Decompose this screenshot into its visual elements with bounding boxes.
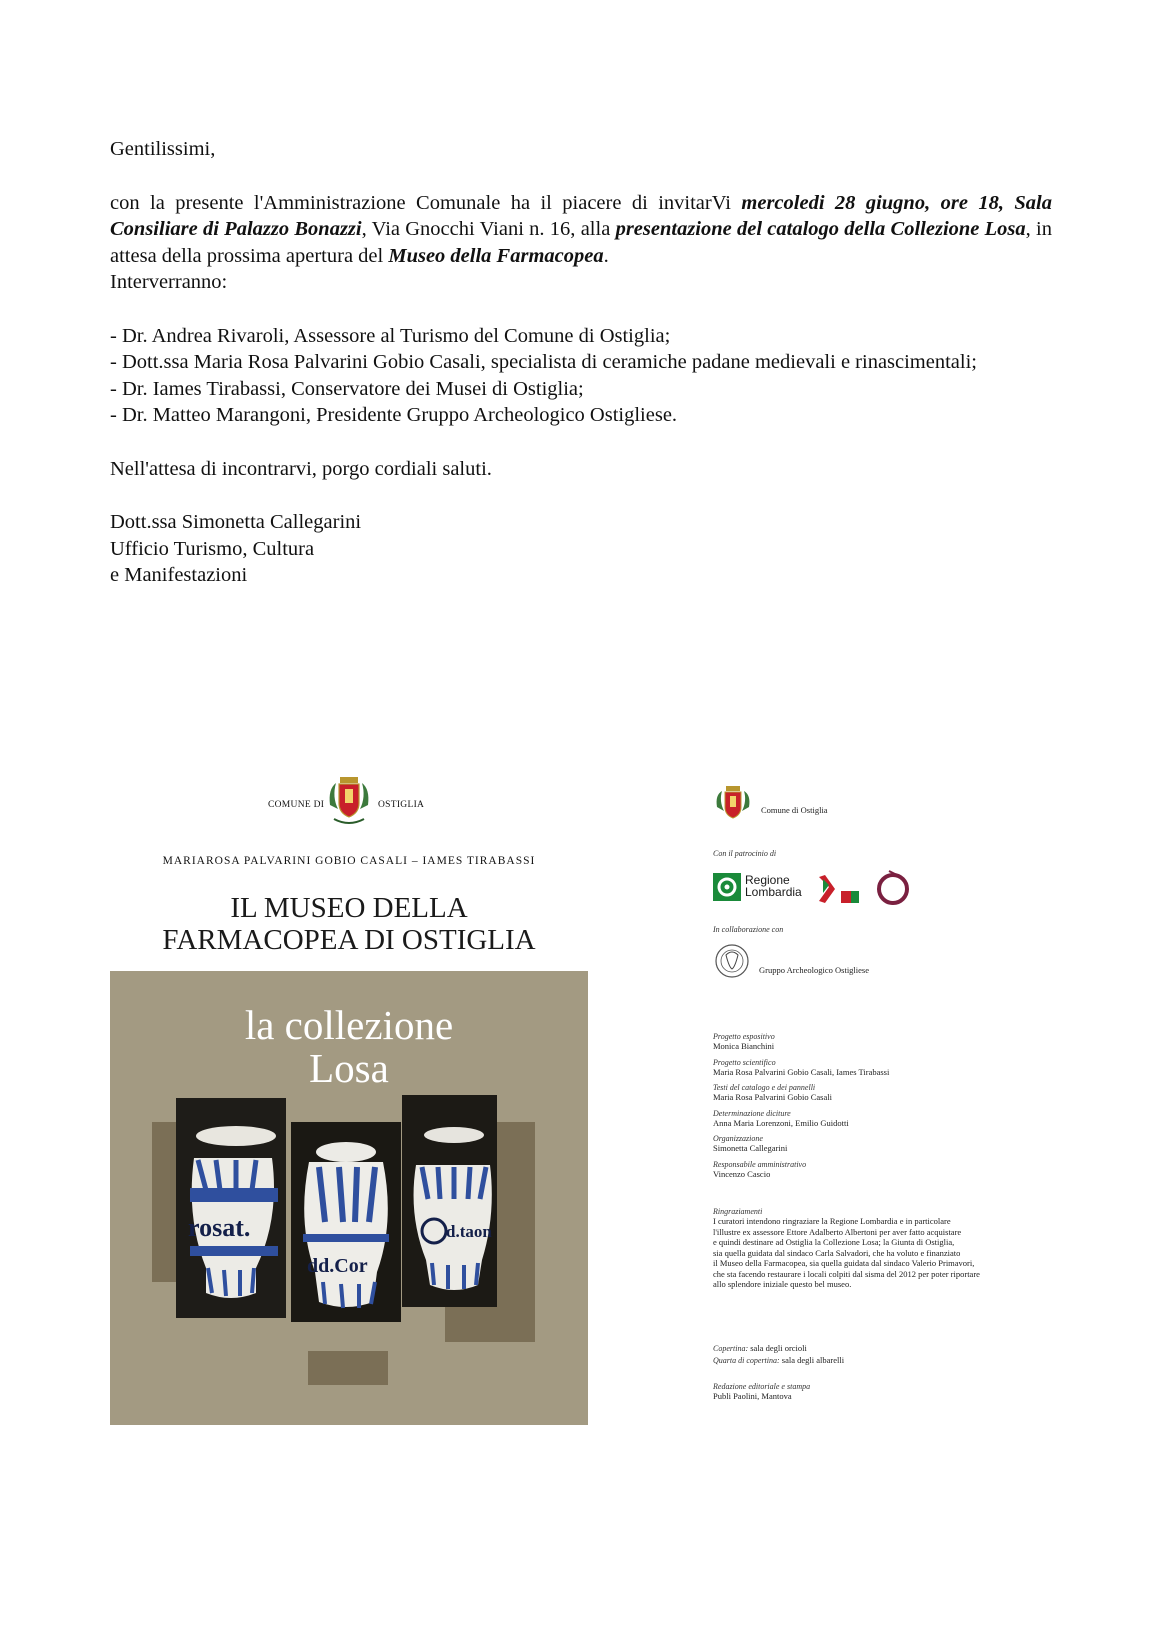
credit-item — [713, 1109, 1053, 1129]
copertina-value: sala degli orcioli — [750, 1343, 807, 1353]
catalog-cover — [110, 770, 588, 1425]
jar-photo-left — [176, 1098, 286, 1318]
credit-name: Maria Rosa Palvarini Gobio Casali — [713, 1092, 832, 1102]
comune-header — [110, 770, 588, 830]
printing-credit — [713, 1382, 1053, 1402]
acknowledgements-line: e quindi destinare ad Ostiglia la Collezione Losa; la Giunta di Ostiglia, — [713, 1237, 955, 1247]
comune-label-left: COMUNE DI — [268, 800, 325, 810]
invitation-letter — [110, 136, 1052, 589]
credit-role: Progetto scientifico — [713, 1057, 776, 1067]
acknowledgements-line: allo splendore iniziale questo bel museo. — [713, 1279, 852, 1289]
speaker-item: - Dr. Iames Tirabassi, Conservatore dei Musei di Ostiglia; — [110, 377, 584, 400]
catalog-authors: MARIAROSA PALVARINI GOBIO CASALI – IAMES TIRABASSI — [162, 855, 536, 867]
acknowledgements-line: sia quella guidata dal sindaco Carla Salvadori, che ha voluto e finanziato — [713, 1247, 961, 1258]
jar-photo-center — [291, 1122, 401, 1322]
acknowledgements — [713, 1207, 1053, 1290]
lombardia-rose-icon — [713, 873, 741, 901]
credit-name: Monica Bianchini — [713, 1041, 775, 1051]
credit-name: Anna Maria Lorenzoni, Emilio Guidotti — [713, 1117, 849, 1128]
quarta-label: Quarta di copertina: — [713, 1355, 780, 1365]
credit-role: Testi del catalogo e dei pannelli — [713, 1083, 816, 1092]
credit-role: Organizzazione — [713, 1134, 763, 1143]
regione-lombardia-logo — [713, 871, 803, 905]
catalog-title-line1: IL MUSEO DELLA — [230, 892, 468, 924]
credit-role: Determinazione diciture — [713, 1108, 791, 1118]
quarta-note — [713, 1355, 1053, 1367]
ostiglia-crest-icon — [713, 785, 753, 825]
invitation-text-1: con la presente l'Amministrazione Comunale ha il piacere di invitarVi — [110, 191, 742, 214]
signature-office-2: e Manifestazioni — [110, 564, 248, 586]
catalog-subtitle-line1: la collezione — [244, 1002, 454, 1048]
closing: Nell'attesa di incontrarvi, porgo cordiali saluti. — [110, 457, 492, 480]
regione-line2: Lombardia — [745, 885, 802, 899]
provincia-mantova-logo-icon — [815, 869, 861, 907]
credit-item — [713, 1058, 1053, 1078]
speakers-intro: Interverranno: — [110, 271, 228, 293]
collaborazione-label: In collaborazione con — [713, 925, 784, 934]
museum-name: Museo della Farmacopea — [388, 244, 604, 267]
speaker-item: - Dr. Matteo Marangoni, Presidente Gruppo Archeologico Ostigliese. — [110, 404, 678, 426]
invitation-text-4: . — [603, 244, 609, 267]
credit-role: Responsabile amministrativo — [713, 1159, 807, 1169]
redazione-label: Redazione editoriale e stampa — [713, 1382, 811, 1391]
credit-item — [713, 1134, 1053, 1154]
jar-label-text: rosat. — [188, 1213, 251, 1242]
credits-list — [713, 1032, 1053, 1185]
oltrepo-mantovano-logo-icon — [875, 867, 915, 909]
catalog-title-line2: FARMACOPEA DI OSTIGLIA — [162, 924, 536, 956]
credit-item — [713, 1032, 1053, 1052]
gruppo-archeologico-name: Gruppo Archeologico Ostigliese — [759, 965, 870, 975]
credit-item — [713, 1160, 1053, 1180]
speaker-item: - Dott.ssa Maria Rosa Palvarini Gobio Casali, specialista di ceramiche padane medievali e rinascimentali; — [110, 351, 977, 373]
credit-item — [713, 1083, 1053, 1103]
invitation-paragraph — [110, 190, 1052, 270]
speaker-item: - Dr. Andrea Rivaroli, Assessore al Turismo del Comune di Ostiglia; — [110, 324, 671, 347]
photo-shadow — [308, 1351, 388, 1385]
event-title: presentazione del catalogo della Collezione Losa — [615, 218, 1026, 240]
copertina-label: Copertina: — [713, 1344, 749, 1353]
gruppo-archeologico-seal-icon — [713, 941, 751, 981]
acknowledgements-title: Ringraziamenti — [713, 1207, 763, 1216]
majolica-jar-icon — [176, 1098, 286, 1318]
cover-notes — [713, 1343, 1053, 1366]
catalog-subtitle-line2: Losa — [309, 1045, 389, 1091]
credit-name: Maria Rosa Palvarini Gobio Casali, Iames Tirabassi — [713, 1066, 890, 1077]
cover-panel — [110, 971, 588, 1425]
acknowledgements-line: l'illustre ex assessore Ettore Adalberto Albertoni per aver fatto acquistare — [713, 1226, 962, 1237]
majolica-jar-icon — [402, 1095, 497, 1307]
majolica-jar-icon — [291, 1122, 401, 1322]
acknowledgements-line: I curatori intendono ringraziare la Regione Lombardia e in particolare — [713, 1216, 951, 1226]
greeting: Gentilissimi, — [110, 138, 216, 160]
credit-role: Progetto espositivo — [713, 1032, 775, 1041]
signature-office: Ufficio Turismo, Cultura — [110, 537, 315, 560]
colophon-comune: Comune di Ostiglia — [761, 805, 828, 815]
regione-line1: Regione — [745, 873, 790, 887]
credit-name: Vincenzo Cascio — [713, 1168, 771, 1179]
event-date-place: mercoledi 28 giugno, ore 18, Sala Consiliare di Palazzo Bonazzi — [110, 191, 1052, 240]
acknowledgements-line: che sta facendo restaurare i locali colpiti dal sisma del 2012 per poter riportare — [713, 1268, 980, 1279]
invitation-text-2: , Via Gnocchi Viani n. 16, alla — [361, 218, 616, 240]
patrocinio-label: Con il patrocinio di — [713, 849, 777, 858]
redazione-value: Publi Paolini, Mantova — [713, 1391, 792, 1401]
invitation-text-3: , in attesa della prossima apertura del — [110, 218, 1053, 267]
jar-label-text: d.taon — [446, 1222, 492, 1241]
acknowledgements-line: il Museo della Farmacopea, sia quella guidata dal sindaco Valerio Primavori, — [713, 1258, 975, 1268]
ostiglia-crest-icon — [324, 775, 374, 827]
jar-photo-right — [402, 1095, 497, 1307]
credit-name: Simonetta Callegarini — [713, 1143, 788, 1153]
jar-label-text: dd.Cor — [307, 1255, 368, 1277]
comune-label-right: OSTIGLIA — [378, 800, 425, 810]
copertina-note — [713, 1343, 1053, 1355]
signature-name: Dott.ssa Simonetta Callegarini — [110, 511, 362, 533]
quarta-value: sala degli albarelli — [781, 1354, 845, 1365]
